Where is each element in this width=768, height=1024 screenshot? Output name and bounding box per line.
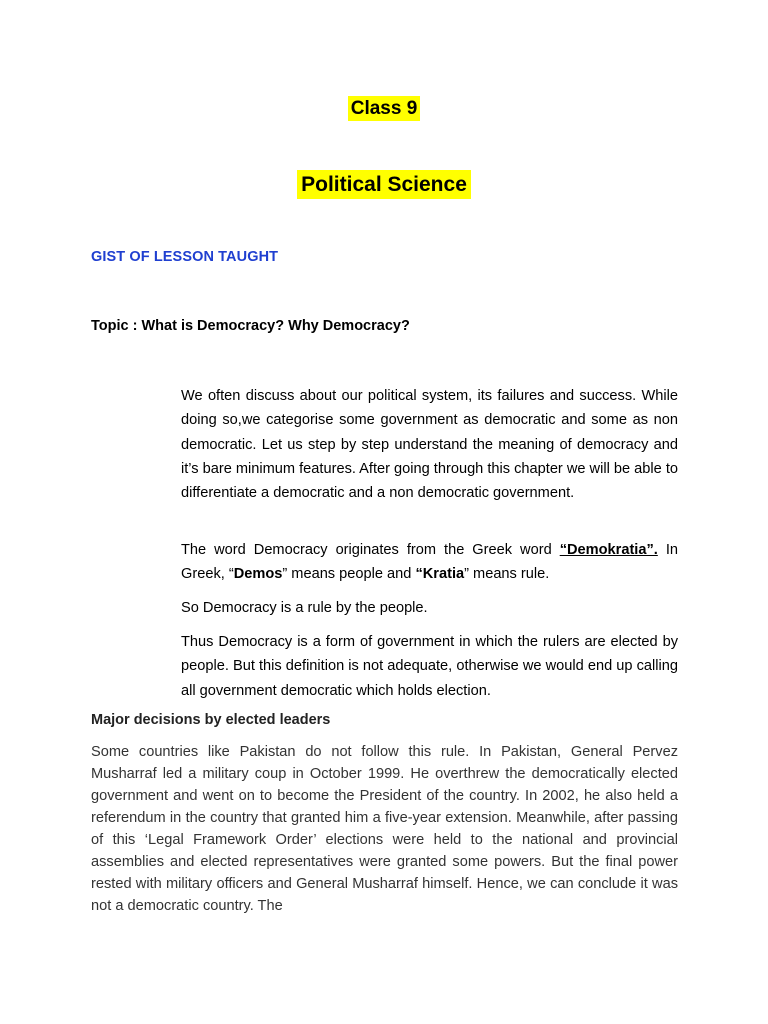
major-decisions-heading: Major decisions by elected leaders: [91, 712, 331, 728]
origin-text-2: In Greek, “: [181, 542, 678, 583]
subject-title-text: Political Science: [297, 170, 471, 199]
intro-paragraph: We often discuss about our political system, its failures and success. While doing so,we categorise some government as democratic and some as non democratic. Let us step by step understand the meaning of democracy and it’s bare minimum features. After going through this chapter we will be able to differentiate a democratic and a non democratic government.: [181, 388, 678, 502]
subject-title: [0, 171, 768, 199]
term-demos: Demos: [233, 566, 283, 583]
origin-text-1: The word Democracy originates from the Greek word: [181, 542, 560, 558]
term-demokratia: “Demokratia”.: [559, 542, 658, 558]
gist-heading: GIST OF LESSON TAUGHT: [91, 249, 279, 265]
rule-paragraph: So Democracy is a rule by the people.: [181, 600, 428, 616]
term-kratia: “Kratia: [415, 566, 465, 583]
class-title: [0, 96, 768, 122]
origin-text-3: ” means people and: [282, 566, 416, 583]
origin-text-4: ” means rule.: [464, 566, 550, 583]
definition-paragraph: Thus Democracy is a form of government in which the rulers are elected by people. But this definition is not adequate, otherwise we would end up calling all government democratic which holds election.: [181, 634, 678, 699]
origin-paragraph: [181, 538, 678, 587]
topic-line: Topic : What is Democracy? Why Democracy?: [91, 318, 410, 334]
class-title-text: Class 9: [348, 96, 421, 121]
pakistan-paragraph: Some countries like Pakistan do not follow this rule. In Pakistan, General Pervez Musharraf led a military coup in October 1999. He overthrew the democratically elected government and went on to become the President of the country. In 2002, he also held a referendum in the country that granted him a five-year extension. Meanwhile, after passing of this ‘Legal Framework Order’ elections were held to the national and provincial assemblies and elected representatives were granted some powers. But the final power rested with military officers and General Musharraf himself. Hence, we can conclude it was not a democratic country. The: [91, 744, 678, 914]
